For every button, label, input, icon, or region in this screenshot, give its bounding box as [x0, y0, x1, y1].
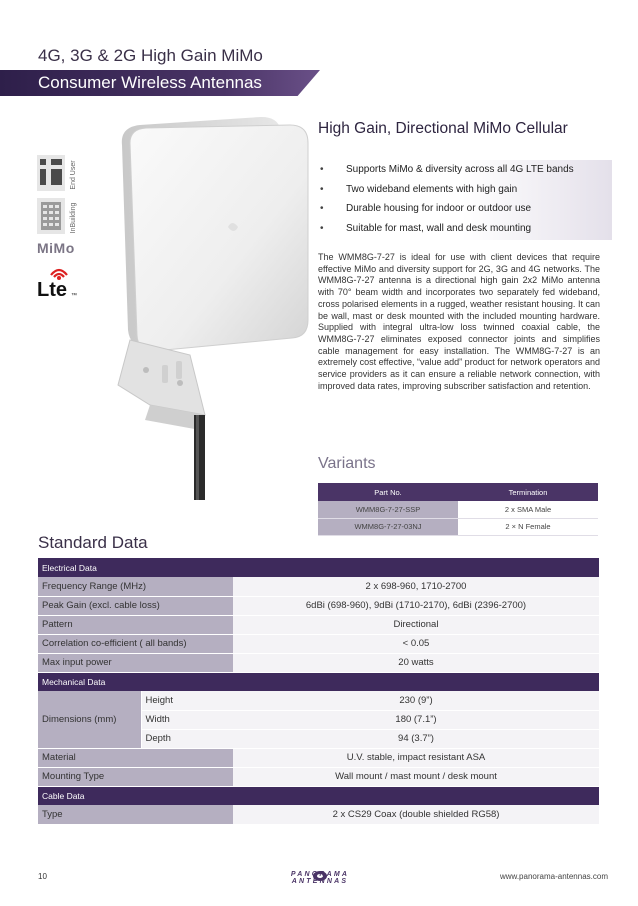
- section-label: Electrical Data: [38, 558, 599, 577]
- logo-text: PANORAMA ANTENNAS: [290, 871, 350, 885]
- dimension-name: Width: [141, 710, 233, 729]
- section-header-cable: [38, 786, 599, 805]
- standard-data-title: Standard Data: [38, 533, 148, 552]
- table-row: [38, 577, 599, 596]
- spec-label: Material: [38, 748, 233, 767]
- spec-value: Wall mount / mast mount / desk mount: [233, 767, 599, 786]
- spec-value: 20 watts: [233, 653, 599, 672]
- dimension-value: 94 (3.7”): [233, 729, 599, 748]
- lte-logo: [37, 265, 81, 310]
- variant-termination: 2 × N Female: [458, 518, 598, 535]
- header-title-line2: Consumer Wireless Antennas: [38, 73, 262, 92]
- variants-header-part: Part No.: [318, 483, 458, 501]
- spec-label: Mounting Type: [38, 767, 233, 786]
- feature-list: [312, 160, 612, 240]
- header-title-line1: 4G, 3G & 2G High Gain MiMo: [38, 46, 263, 65]
- spec-value: U.V. stable, impact resistant ASA: [233, 748, 599, 767]
- dimension-value: 230 (9”): [233, 691, 599, 710]
- table-row: [38, 596, 599, 615]
- feature-item: • Two wideband elements with high gain: [312, 180, 612, 200]
- table-row: [318, 501, 598, 518]
- table-row: [38, 634, 599, 653]
- spec-label: Correlation co-efficient ( all bands): [38, 634, 233, 653]
- spec-value: < 0.05: [233, 634, 599, 653]
- table-row: [38, 691, 599, 710]
- dimensions-label: Dimensions (mm): [38, 691, 141, 748]
- panorama-logo: [255, 868, 385, 884]
- website-link[interactable]: www.panorama-antennas.com: [499, 872, 608, 881]
- dimension-name: Height: [141, 691, 233, 710]
- mimo-logo: MiMo: [37, 240, 75, 256]
- variants-table: [318, 483, 598, 536]
- standard-data-table: [38, 558, 599, 825]
- end-user-label-wrap: [70, 155, 84, 195]
- table-row: [38, 653, 599, 672]
- spec-value: 6dBi (698-960), 9dBi (1710-2170), 6dBi (2396-2700): [233, 596, 599, 615]
- variant-part-no: WMM8G-7-27-SSP: [318, 501, 458, 518]
- spec-label: Frequency Range (MHz): [38, 577, 233, 596]
- variants-header-termination: Termination: [458, 483, 598, 501]
- lte-trademark: ™: [71, 293, 77, 299]
- table-row: [318, 518, 598, 535]
- spec-label: Peak Gain (excl. cable loss): [38, 596, 233, 615]
- spec-label: Pattern: [38, 615, 233, 634]
- end-user-label: End User: [70, 160, 77, 190]
- spec-label: Type: [38, 805, 233, 824]
- spec-value: 2 x CS29 Coax (double shielded RG58): [233, 805, 599, 824]
- table-row: [38, 748, 599, 767]
- spec-value: Directional: [233, 615, 599, 634]
- spec-label: Max input power: [38, 653, 233, 672]
- feature-item: • Suitable for mast, wall and desk mounting: [312, 219, 612, 239]
- page-number: 10: [38, 872, 47, 881]
- variants-title: Variants: [318, 455, 376, 472]
- table-row: [38, 805, 599, 824]
- variant-termination: 2 x SMA Male: [458, 501, 598, 518]
- dimension-name: Depth: [141, 729, 233, 748]
- table-row: [38, 615, 599, 634]
- in-building-label: InBuilding: [70, 202, 77, 234]
- section-label: Cable Data: [38, 786, 599, 805]
- feature-item: • Durable housing for indoor or outdoor use: [312, 199, 612, 219]
- product-subtitle: High Gain, Directional MiMo Cellular: [318, 120, 568, 137]
- dimension-value: 180 (7.1”): [233, 710, 599, 729]
- section-label: Mechanical Data: [38, 672, 599, 691]
- spec-value: 2 x 698-960, 1710-2700: [233, 577, 599, 596]
- lte-text: Lte: [37, 279, 67, 301]
- product-description: The WMM8G-7-27 is ideal for use with client devices that require effective MiMo and diversity support for 2G, 3G and 4G networks. The WMM8G-7-27 antenna is a directional high gain 2x2 MiMo antenna with 70° beam width and incorporates two separately fed wideband, cross polarised elements in a rugged, weather resistant housing. It can be wall, mast or desk mounted with the included mounting hardware. Supplied with integral ultra-low loss twinned coaxial cable, the WMM8G-7-27 eliminates exposed connector joints and simplifies cable management for easy installation. The WMM8G-7-27 is an extremely cost effective, “value add” product for network operators and service providers as it can ensure a reliable network connection, with improved data rates, improving subscriber satisfaction and retention.: [318, 252, 600, 391]
- section-header-mechanical: [38, 672, 599, 691]
- table-row: [38, 767, 599, 786]
- variant-part-no: WMM8G-7-27-03NJ: [318, 518, 458, 535]
- in-building-label-wrap: [70, 198, 84, 238]
- section-header-electrical: [38, 558, 599, 577]
- feature-item: • Supports MiMo & diversity across all 4G LTE bands: [312, 160, 612, 180]
- antenna-product-image: [110, 115, 315, 500]
